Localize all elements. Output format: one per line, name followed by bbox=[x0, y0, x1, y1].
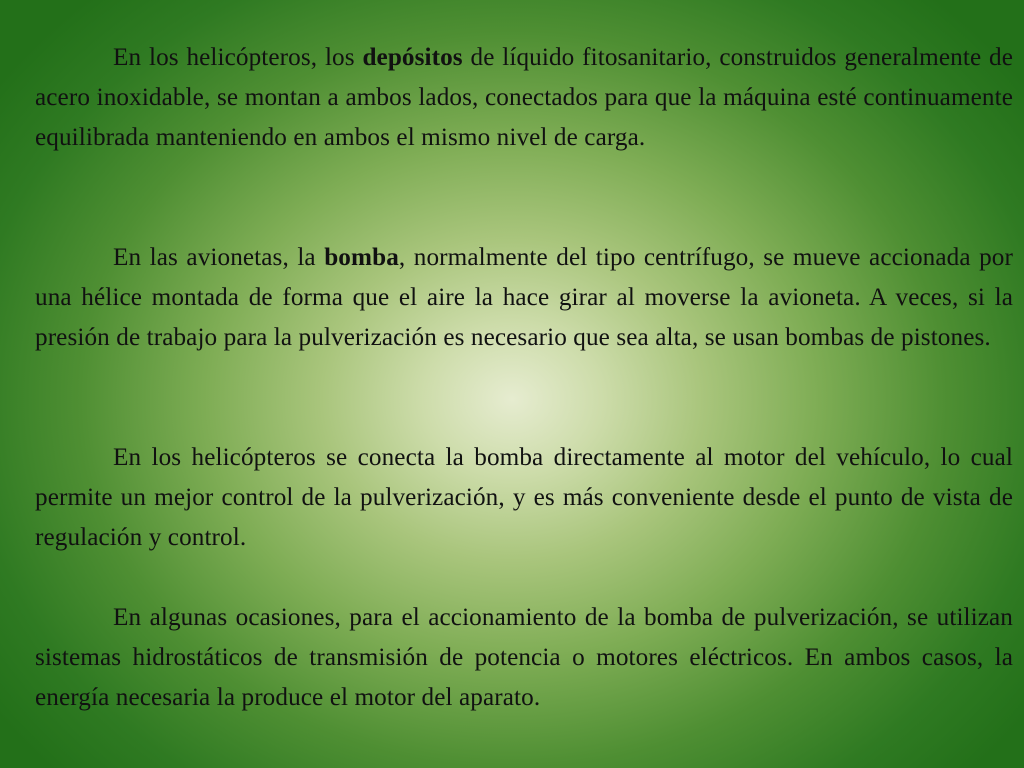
bold-term-depositos: depósitos bbox=[362, 44, 463, 71]
paragraph-helicopter-tanks bbox=[35, 38, 1013, 159]
paragraph-helicopter-pump bbox=[35, 438, 1013, 559]
bold-term-bomba: bomba bbox=[324, 244, 399, 271]
paragraph-text: En las avionetas, la bbox=[113, 244, 325, 271]
paragraph-text: En los helicópteros, los bbox=[113, 44, 363, 71]
paragraph-text: En los helicópteros se conecta la bomba directamente al motor del vehículo, lo cual permite un mejor control de la pulverización, y es más conveniente desde el punto de vista de regulación y control. bbox=[35, 444, 1013, 552]
paragraph-airplane-pump bbox=[35, 238, 1013, 359]
paragraph-hydrostatic-systems bbox=[35, 598, 1013, 719]
paragraph-text: , normalmente del tipo centrífugo, se mueve accionada por una hélice montada de forma que el aire la hace girar al moverse la avioneta. A veces, si la presión de trabajo para la pulverización es necesario que sea alta, se usan bombas de pistones. bbox=[35, 244, 1013, 352]
paragraph-text: En algunas ocasiones, para el accionamiento de la bomba de pulverización, se utilizan sistemas hidrostáticos de transmisión de potencia o motores eléctricos. En ambos casos, la energía necesaria la produce el motor del aparato. bbox=[35, 604, 1013, 712]
paragraph-text: de líquido fitosanitario, construidos generalmente de acero inoxidable, se montan a ambos lados, conectados para que la máquina esté continuamente equilibrada manteniendo en ambos el mismo nivel de carga. bbox=[35, 44, 1013, 152]
